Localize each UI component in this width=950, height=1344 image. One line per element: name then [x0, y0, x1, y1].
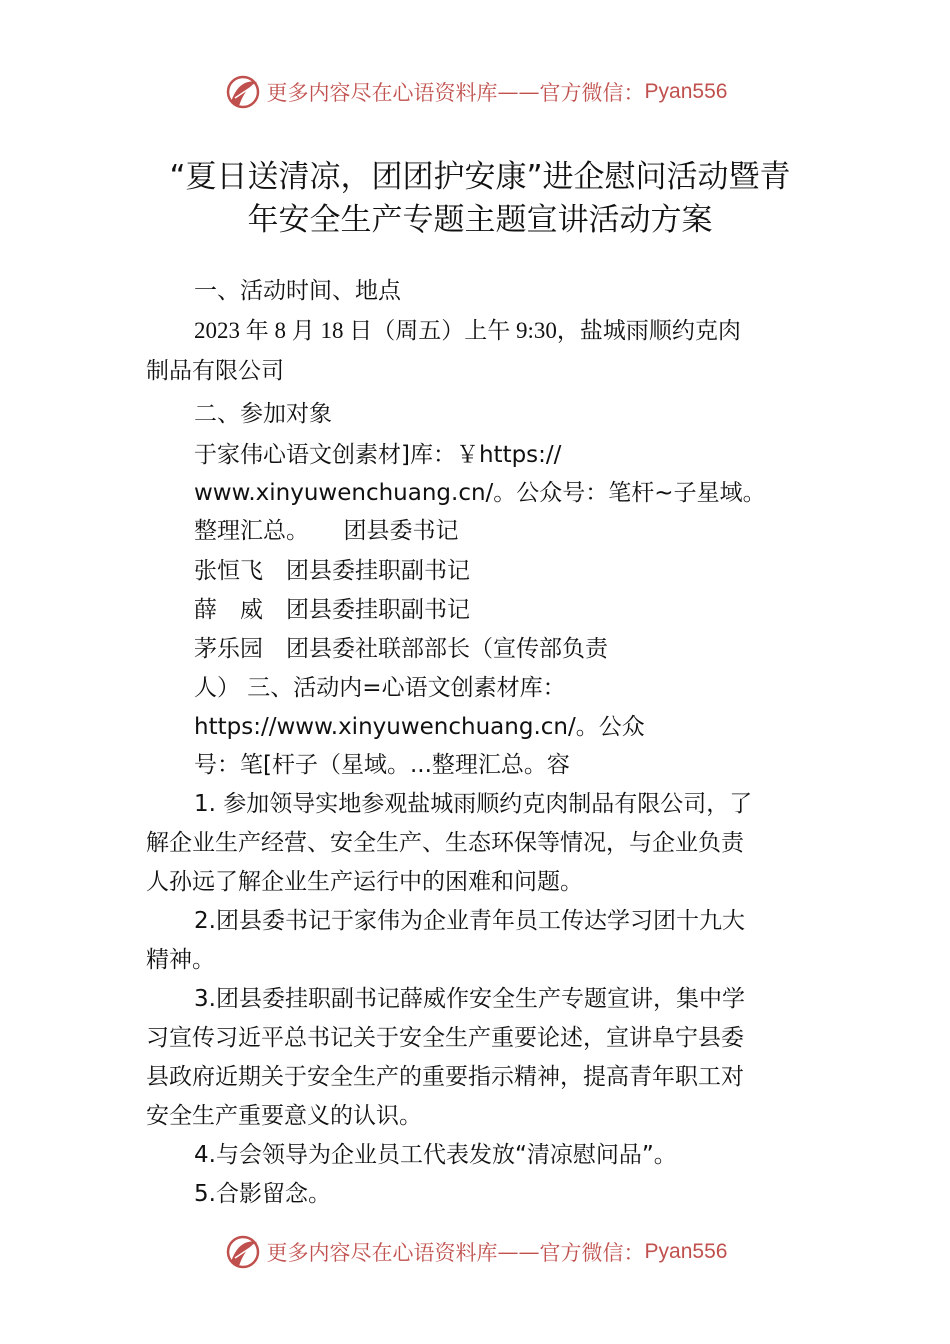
list-item-1-line: 解企业生产经营、安全生产、生态环保等情况，与企业负责 — [146, 830, 744, 856]
scroll-logo-icon — [223, 72, 263, 112]
banner-official-label: 官方微信： — [539, 1241, 645, 1265]
banner-main-text: 更多内容尽在心语资料库 — [266, 1241, 498, 1265]
section-heading-participants: 二、参加对象 — [194, 401, 332, 427]
banner-separator: —— — [497, 1240, 540, 1264]
document-title — [140, 156, 820, 242]
scroll-logo-icon — [223, 1232, 263, 1272]
paragraph-line: 制品有限公司 — [146, 358, 284, 384]
list-item-1-line: 1. 参加领导实地参观盐城雨顺约克肉制品有限公司，了 — [194, 791, 753, 817]
footer-watermark-banner — [0, 1230, 950, 1274]
list-item-2-line: 精神。 — [146, 947, 215, 973]
banner-official-label: 官方微信： — [539, 81, 645, 105]
paragraph-line: 人） 三、活动内=心语文创素材库： — [194, 675, 566, 701]
title-line-2: 年安全生产专题主题宣讲活动方案 — [247, 202, 713, 238]
list-item-3-line: 3.团县委挂职副书记薛威作安全生产专题宣讲，集中学 — [194, 986, 745, 1012]
paragraph-line: 于家伟心语文创素材]库：￥https:// — [194, 442, 562, 468]
banner-main-text: 更多内容尽在心语资料库 — [266, 81, 498, 105]
section-heading-time-place: 一、活动时间、地点 — [194, 278, 401, 304]
banner-separator: —— — [497, 80, 540, 104]
list-item-3-line: 县政府近期关于安全生产的重要指示精神，提高青年职工对 — [146, 1064, 744, 1090]
paragraph-line: 2023 年 8 月 18 日（周五）上午 9:30，盐城雨顺约克肉 — [194, 318, 741, 343]
banner-wechat-id: Pyan556 — [644, 1240, 728, 1263]
header-watermark-banner — [0, 70, 950, 114]
list-item-2-line: 2.团县委书记于家伟为企业青年员工传达学习团十九大 — [194, 908, 745, 934]
paragraph-line: 号：笔[杆子（星域。...整理汇总。容 — [194, 752, 570, 778]
participant-line: 薛 威 团县委挂职副书记 — [194, 597, 470, 623]
list-item-4-line: 4.与会领导为企业员工代表发放“清凉慰问品”。 — [194, 1142, 677, 1168]
paragraph-line: 整理汇总。 团县委书记 — [194, 518, 459, 544]
banner-wechat-id: Pyan556 — [644, 80, 728, 103]
list-item-5-line: 5.合影留念。 — [194, 1181, 331, 1207]
participant-line: 张恒飞 团县委挂职副书记 — [194, 558, 470, 584]
list-item-3-line: 安全生产重要意义的认识。 — [146, 1103, 422, 1129]
paragraph-line: www.xinyuwenchuang.cn/。公众号：笔杆~子星域。 — [194, 480, 766, 506]
paragraph-line: https://www.xinyuwenchuang.cn/。公众 — [194, 714, 645, 740]
title-line-1: “夏日送清凉，团团护安康”进企慰问活动暨青 — [169, 159, 791, 195]
participant-line: 茅乐园 团县委社联部部长（宣传部负责 — [194, 636, 608, 662]
list-item-1-line: 人孙远了解企业生产运行中的困难和问题。 — [146, 869, 583, 895]
list-item-3-line: 习宣传习近平总书记关于安全生产重要论述，宣讲阜宁县委 — [146, 1025, 744, 1051]
